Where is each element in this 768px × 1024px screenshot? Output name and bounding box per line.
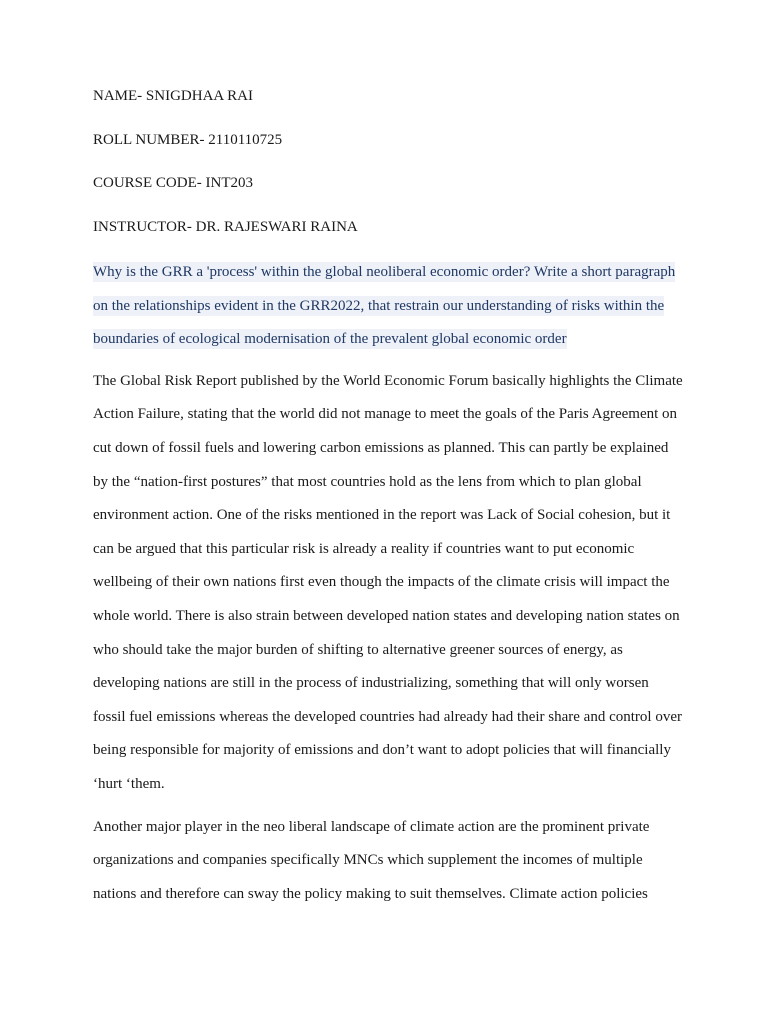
question-paragraph — [93, 256, 683, 357]
instructor-name: INSTRUCTOR- DR. RAJESWARI RAINA — [93, 218, 358, 235]
answer-paragraph-2: Another major player in the neo liberal landscape of climate action are the prominent private organizations and companies specifically MNCs which supplement the incomes of multiple nations and therefore can sway the policy making to suit themselves. Climate action policies — [93, 818, 650, 902]
answer-paragraph-1: The Global Risk Report published by the World Economic Forum basically highlights the Climate Action Failure, stating that the world did not manage to meet the goals of the Paris Agreement on cut down of fossil fuels and lowering carbon emissions as planned. This can partly be explained by the “nation-first postures” that most countries hold as the lens from which to plan global environment action. One of the risks mentioned in the report was Lack of Social cohesion, but it can be argued that this particular risk is already a reality if countries want to put economic wellbeing of their own nations first even though the impacts of the climate crisis will impact the whole world. There is also strain between developed nation states and developing nation states on who should take the major burden of shifting to alternative greener sources of energy, as developing nations are still in the process of industrializing, something that will only worsen fossil fuel emissions whereas the developed countries had already had their share and control over being responsible for majority of emissions and don’t want to adopt policies that will financially ‘hurt ‘them. — [93, 372, 683, 792]
document-page — [93, 82, 683, 911]
student-name: NAME- SNIGDHAA RAI — [93, 88, 253, 104]
roll-number: ROLL NUMBER- 2110110725 — [93, 131, 283, 148]
course-code: COURSE CODE- INT203 — [93, 175, 253, 191]
question-text: Why is the GRR a 'process' within the global neoliberal economic order? Write a short paragraph on the relationships evident in the GRR2022, that restrain our understanding of risks within the boundaries of ecological modernisation of the prevalent global economic order — [93, 264, 676, 348]
